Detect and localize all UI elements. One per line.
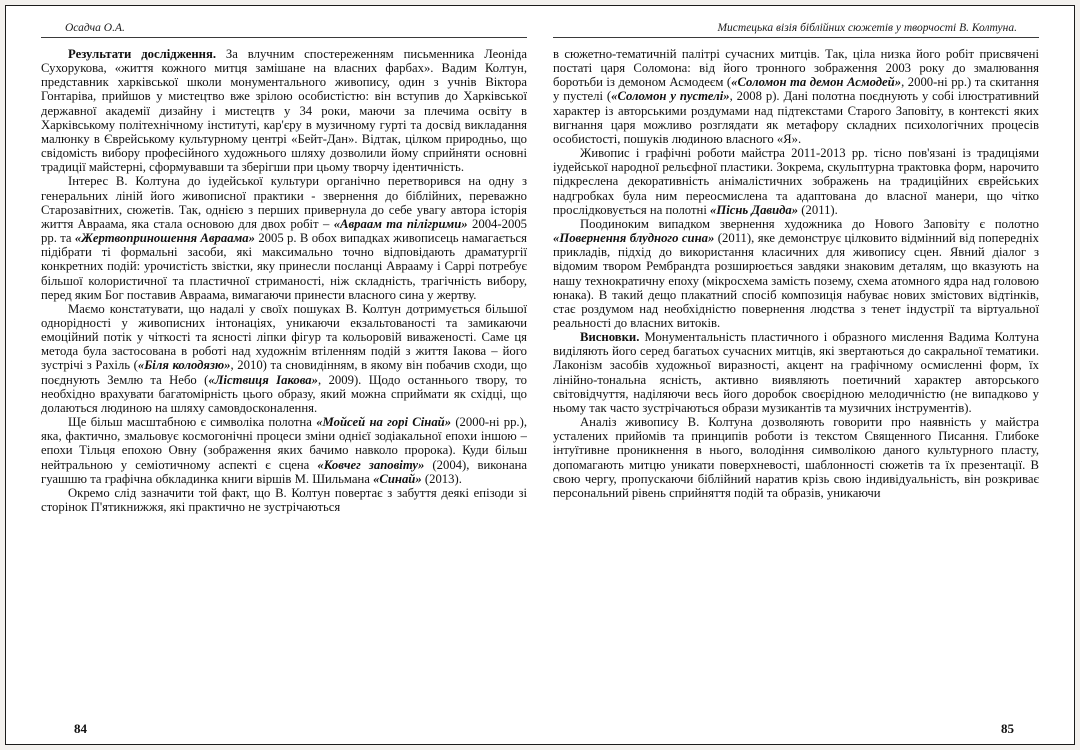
text-run: (2004), виконана гуашшю та графічна обкладинка книги віршів М. Шильмана — [41, 457, 527, 486]
paragraph — [41, 415, 527, 486]
paragraph — [41, 174, 527, 301]
text-run: «Ковчег заповіту» — [317, 457, 425, 472]
paragraph — [553, 146, 1039, 217]
text-run: «Соломон у пустелі» — [611, 89, 730, 104]
text-run: , 2010) та сновидінням, в якому він побачив сходи, що поєднують Землю та Небо ( — [41, 358, 527, 387]
text-run: «Ліствиця Іакова» — [208, 372, 318, 387]
text-run: (2011), яке демонструє цілковито відмінний від попередніх прикладів, підхід до використання класичних для живопису сцен. Явний діалог з відомим твором Рембрандта розширюється завдяки знаковим деталям, що вказують на нашу технократичну епоху (мікросхема замість позему, схема атомного ядра над головою юнака). В такий дещо плакатний спосіб композиція набуває нових змістових відтінків, стає роздумом над необхідністю повернення людства з тенет індустрії та віртуальної реальності до власних витоків. — [553, 231, 1039, 330]
text-run: , 2000-ні рр.) та скитання у пустелі ( — [553, 75, 1039, 104]
paragraph — [553, 47, 1039, 146]
text-run: Ще більш масштабною є символіка полотна — [68, 415, 317, 430]
paragraph — [41, 302, 527, 415]
text-run: , 2008 р). Дані полотна поєднують у собі ілюстративний характер із авторськими роздумами над підтекстами Старого Заповіту, в контексті яких вигнання царя можливо розглядати як метафору складних психологічних процесів особистості, пошуків людиною власного «Я». — [553, 89, 1039, 146]
paragraph — [553, 415, 1039, 500]
text-run: «Синай» — [373, 471, 422, 486]
page-number-right: 85 — [1001, 721, 1014, 736]
text-run: (2000-ні рр.), яка, фактично, змальовує космогонічні процеси зміни однієї зодіакальної епохи іншою – епохи Тільця епохою Овну (зображення яких бачимо навколо пророка). Куди більш нейтральною у семіотичному аспекті є сцена — [41, 415, 527, 472]
text-run: 2004-2005 рр. та — [41, 216, 527, 246]
text-run: (2013). — [421, 471, 462, 486]
running-header-article-title: Мистецька візія біблійних сюжетів у творчості В. Колтуна. — [553, 18, 1039, 38]
text-run: «Мойсей на горі Сінай» — [316, 415, 452, 430]
text-run: «Біля колодязю» — [137, 358, 231, 373]
paragraph — [41, 47, 527, 174]
text-run: Результати дослідження. — [68, 47, 217, 61]
document-spread — [5, 5, 1075, 745]
text-run: «Повернення блудного сина» — [553, 231, 715, 246]
text-run: За влучним спостереженням письменника Леоніда Сухорукова, «життя кожного митця замішане на власних фарбах». Вадим Колтун, представник харківської школи монументального живопису, один з учнів Віктора Гонтаріва, прийшов у мистецтво вже зрілою особистістю: він вступив до Харківської державної академії дизайну і мистецтв у 34 роки, маючи за плечима освіту в Харківському політехнічному інституті, кар'єру в музичному гурті та досвід викладання малюнку в Єврейському культурному центрі «Бейт-Дан». Відтак, цілком природньо, що свідомість вибору професійного художнього шляху дозволили йому сприйняти основні традиції майстерні, сформувавши та зберігши при цьому творчу ідентичність. — [41, 47, 527, 175]
paragraph — [41, 486, 527, 514]
text-run: Живопис і графічні роботи майстра 2011-2013 рр. тісно пов'язані із традиціями іудейської народної рельєфної пластики. Зокрема, скульптурна трактовка форм, нарочито підкреслена декоративність анімалістичних зображень на традиційних єврейських надгробках була ним переосмислена та адаптована до власної манери, що чітко прослідковується на полотні — [553, 146, 1039, 217]
running-header-author: Осадча О.А. — [41, 18, 527, 38]
page-84 — [6, 6, 540, 744]
text-run: «Піснь Давида» — [710, 202, 799, 217]
paragraph — [553, 217, 1039, 330]
text-run: Монументальність пластичного і образного мислення Вадима Колтуна виділяють його серед багатьох сучасних митців, які звертаються до сакральної тематики. Лаконізм засобів художньої виразності, акцент на графічному осмисленні форм, їх лінійно-тональна ясність, активно виявляють поетичний характер авторського світовідчуття, наділяючи весь його доробок своєрідною мелодичністю (не випадково у ньому так часто зустрічаються образи музикантів та музичних інструментів). — [553, 330, 1039, 415]
page-body-left — [41, 47, 527, 699]
paragraph — [553, 330, 1039, 415]
page-number-left: 84 — [74, 721, 87, 736]
text-run: в сюжетно-тематичній палітрі сучасних митців. Так, ціла низка його робіт присвячені постаті царя Соломона: від його тронного зображення 2003 року до змалювання боротьби із демоном Асмодеєм ( — [553, 47, 1039, 90]
page-85 — [540, 6, 1074, 744]
text-run: Окремо слід зазначити той факт, що В. Колтун повертає з забуття деякі епізоди зі сторінок П'ятикнижжя, які практично не зустрічаються — [41, 485, 527, 514]
text-run: Висновки. — [580, 330, 640, 345]
text-run: «Жертвоприношення Авраама» — [74, 231, 255, 246]
text-run: «Соломон та демон Асмодей» — [731, 75, 902, 90]
text-run: Маємо констатувати, що надалі у своїх пошуках В. Колтун дотримується більшої однорідності у живописних інтонаціях, уникаючи екзальтованості та замикаючи емоційний потік у чіткості та ясності ліпки фігур та кольоровій виваженості. Саме ця метода була застосована в роботі над художнім втіленням подій з життя Іакова – його зустрічі з Рахіль ( — [41, 301, 527, 373]
page-body-right — [553, 47, 1039, 699]
text-run: Аналіз живопису В. Колтуна дозволяють говорити про наявність у майстра усталених прийомів та принципів роботи із текстом Священного Писання. Глибоке інтуїтивне проникнення в нього, володіння символікою даного культурного пласту, допомагають митцю уникати поверхневості, шаблонності сюжетів та їх презентації. В свою чергу, пропускаючи біблійний наратив крізь свою індивідуальність, він розкриває персональний рівень сприйняття подій та образів, уникаючи — [553, 415, 1039, 500]
text-run: Поодиноким випадком звернення художника до Нового Заповіту є полотно — [580, 216, 1039, 231]
text-run: , 2009). Щодо останнього твору, то необхідно врахувати багатомірність цього образу, який можна сприймати як східці, що долаються людиною на шляху самовдосконалення. — [41, 372, 527, 415]
text-run: (2011). — [798, 202, 838, 217]
text-run: «Авраам та пілігрими» — [333, 216, 468, 231]
text-run: Інтерес В. Колтуна до іудейської культури органічно перетворився на одну з генеральних ліній його живописної практики - звернення до біблійних, переважно Старозавітних, сюжетів. Так, однією з перших привернула до себе увагу автора історія життя Авраама, яка стала основою для двох робіт – — [41, 174, 527, 231]
text-run: 2005 р. В обох випадках живописець намагається підібрати ті формальні засоби, які максимально точно відповідають драматургії конкретних подій: урочистість звістки, яку принесли посланці Аврааму і Саррі потребує більшої колористичної та пластичної стриманості, ніж складність, трагічність вибору, перед яким Бог поставив Авраама, вимагаючи принести власного сина у жертву. — [41, 231, 527, 302]
